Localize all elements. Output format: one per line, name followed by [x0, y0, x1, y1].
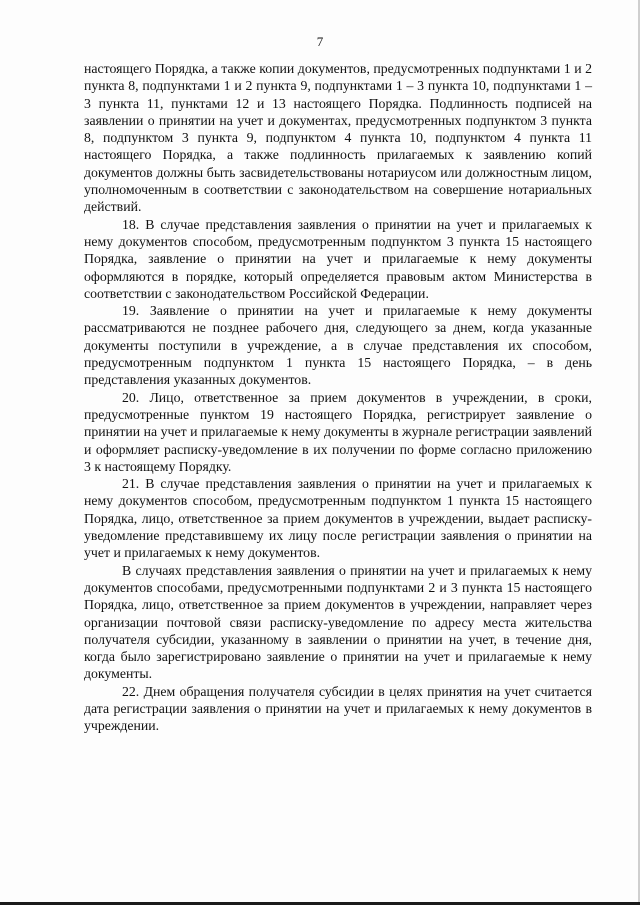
- paragraph-18: 18. В случае представления заявления о принятии на учет и прилагаемых к нему документов способом, предусмотренным подпунктом 3 пункта 15 настоящего Порядка, заявление о принятии на учет и прилагаемые к нему документы оформляются в порядке, который определяется правовым актом Министерства в соответствии с законодательством Российской Федерации.: [84, 216, 592, 301]
- paragraph-22: 22. Днем обращения получателя субсидии в целях принятия на учет считается дата регистрации заявления о принятии на учет и прилагаемых к нему документов в учреждении.: [84, 683, 592, 734]
- paragraph-continuation: настоящего Порядка, а также копии документов, предусмотренных подпунктами 1 и 2 пункта 8, подпунктами 1 и 2 пункта 9, подпунктами 1 – 3 пункта 10, подпунктами 1 – 3 пункта 11, пунктами 12 и 13 настоящего Порядка. Подлинность подписей на заявлении о принятии на учет и документах, предусмотренных подпунктом 3 пункта 8, подпунктом 3 пункта 9, подпунктом 4 пункта 10, подпунктом 4 пункта 11 настоящего Порядка, а также подлинность прилагаемых к заявлению копий документов должны быть засвидетельствованы нотариусом или должностным лицом, уполномоченным в соответствии с законодательством на совершение нотариальных действий.: [84, 61, 592, 215]
- paragraph-21-second: В случаях представления заявления о принятии на учет и прилагаемых к нему документов способами, предусмотренными подпунктами 2 и 3 пункта 15 настоящего Порядка, лицо, ответственное за прием документов в учреждении, направляет через организации почтовой связи расписку-уведомление по адресу места жительства получателя субсидии, указанному в заявлении о принятии на учет, в течение дня, когда было зарегистрировано заявление о принятии на учет и прилагаемые к нему документы.: [84, 562, 592, 682]
- paragraph-20: 20. Лицо, ответственное за прием документов в учреждении, в сроки, предусмотренные пунктом 19 настоящего Порядка, регистрирует заявление о принятии на учет и прилагаемые к нему документы в журнале регистрации заявлений и оформляет расписку-уведомление в их получении по форме согласно приложению 3 к настоящему Порядку.: [84, 389, 592, 474]
- paragraph-21: 21. В случае представления заявления о принятии на учет и прилагаемых к нему документов способом, предусмотренным подпунктом 1 пункта 15 настоящего Порядка, лицо, ответственное за прием документов в учреждении, выдает расписку-уведомление представившему их лицу после регистрации заявления о принятии на учет и прилагаемых к нему документов.: [84, 476, 592, 561]
- paragraph-19: 19. Заявление о принятии на учет и прилагаемые к нему документы рассматриваются не позднее рабочего дня, следующего за днем, когда указанные документы поступили в учреждение, а в случае представления их способом, предусмотренным подпунктом 1 пункта 15 настоящего Порядка, – в день представления указанных документов.: [84, 303, 592, 388]
- document-body: [84, 60, 592, 735]
- page-number: 7: [316, 34, 324, 49]
